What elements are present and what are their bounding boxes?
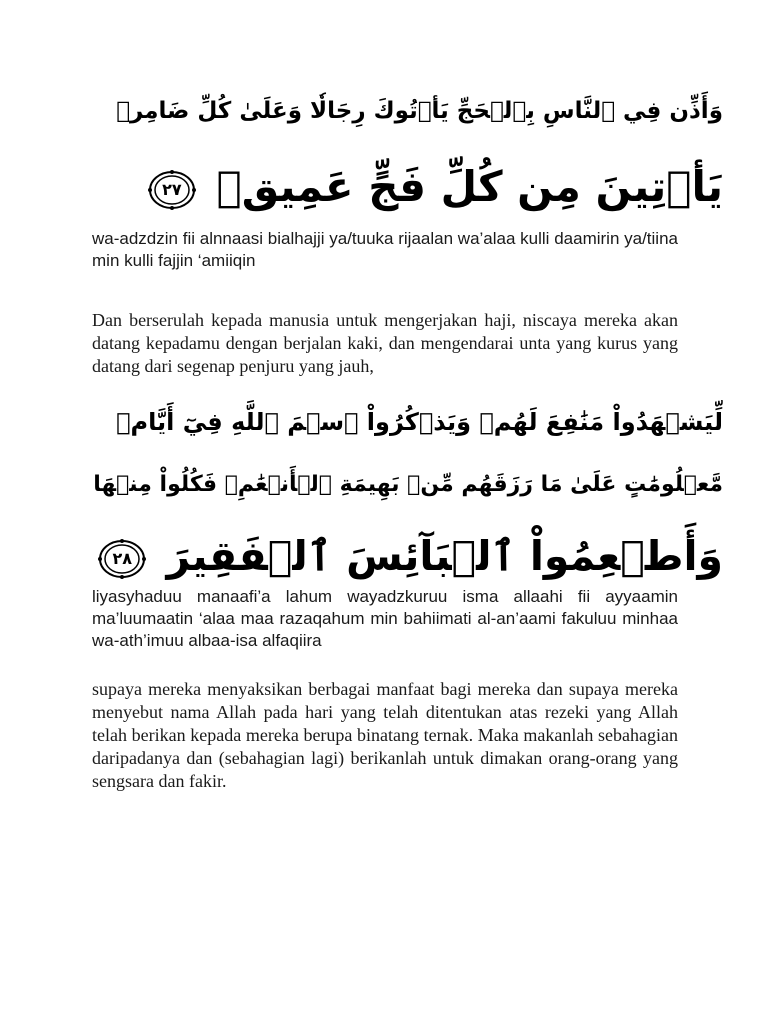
verse-28-arabic-line-3 [92, 532, 723, 580]
verse-28-number: ٢٨ [112, 549, 132, 568]
verse-28-arabic-text-1: لِّيَشۡهَدُواْ مَنَٰفِعَ لَهُمۡ وَيَذۡكُرُواْ ٱسۡمَ ٱللَّهِ فِيٓ أَيَّامٖ [116, 408, 723, 436]
verse-28-arabic-line-1 [116, 410, 723, 434]
verse-28-arabic-text-2: مَّعۡلُومَٰتٍ عَلَىٰ مَا رَزَقَهُم مِّنۢ بَهِيمَةِ ٱلۡأَنۡعَٰمِۖ فَكُلُواْ مِنۡهَا [93, 472, 723, 497]
verse-28-arabic-text-3: وَأَطۡعِمُواْ ٱلۡبَآئِسَ ٱلۡفَقِيرَ [166, 532, 723, 580]
verse-27-end-marker [148, 170, 196, 210]
verse-27-translation: Dan berserulah kepada manusia untuk mengerjakan haji, niscaya mereka akan datang kepadamu dengan berjalan kaki, dan mengendarai unta yang kurus yang datang dari segenap penjuru yang jauh, [92, 310, 678, 376]
verse-28-translation: supaya mereka menyaksikan berbagai manfaat bagi mereka dan supaya mereka menyebut nama Allah pada hari yang telah ditentukan atas rezeki yang Allah telah berikan kepada mereka berupa binatang ternak. Maka makanlah sebahagian daripadanya dan (sebahagian lagi) berikanlah untuk dimakan orang-orang yang sengsara dan fakir. [92, 679, 678, 791]
verse-27-number: ٢٧ [162, 179, 182, 199]
verse-28-arabic-line-2 [93, 474, 723, 496]
verse-27-arabic-text-2: يَأۡتِينَ مِن كُلِّ فَجٍّ عَمِيقٖ [216, 162, 723, 211]
verse-27-arabic-text-1: وَأَذِّن فِي ٱلنَّاسِ بِٱلۡحَجِّ يَأۡتُوكَ رِجَالٗا وَعَلَىٰ كُلِّ ضَامِرٖ [116, 98, 723, 124]
verse-28-end-marker [98, 539, 146, 579]
verse-27-arabic-line-1 [116, 100, 723, 123]
verse-27-transliteration: wa-adzdzin fii alnnaasi bialhajji ya/tuuka rijaalan wa’alaa kulli daamirin ya/tiina min kulli fajjin ‘amiiqin [92, 229, 678, 270]
verse-27-arabic-line-2 [142, 162, 723, 211]
verse-28-transliteration: liyasyhaduu manaafi’a lahum wayadzkuruu isma allaahi fii ayyaamin ma’luumaatin ‘alaa maa razaqahum min bahiimati al-an’aami fakuluu minhaa wa-ath’imuu albaa-isa alfaqiira [92, 587, 678, 650]
